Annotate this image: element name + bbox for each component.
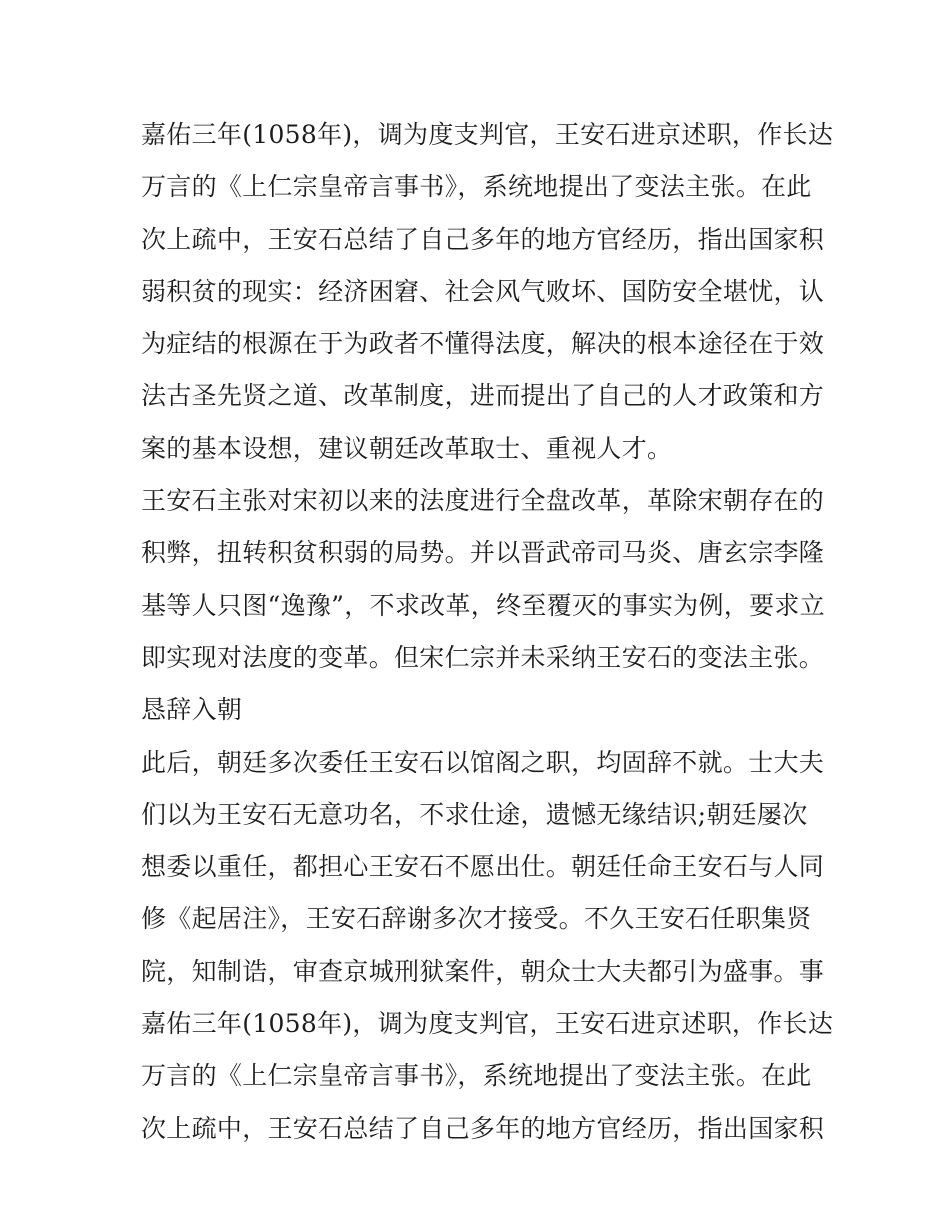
text-line: 即实现对法度的变革。但宋仁宗并未采纳王安石的变法主张。 (141, 642, 825, 672)
text-line: 万言的《上仁宗皇帝言事书》，系统地提出了变法主张。在此 (141, 172, 812, 202)
document-body (141, 109, 834, 1155)
text-line: 王安石主张对宋初以来的法度进行全盘改革，革除宋朝存在的 (141, 486, 825, 516)
text-line: 法古圣先贤之道、改革制度，进而提出了自己的人才政策和方 (141, 381, 825, 411)
text-line: 们以为王安石无意功名，不求仕途，遗憾无缘结识;朝廷屡次 (141, 799, 808, 829)
text-line: 万言的《上仁宗皇帝言事书》，系统地提出了变法主张。在此 (141, 1061, 812, 1091)
text-line: 案的基本设想，建议朝廷改革取士、重视人才。 (141, 433, 673, 463)
text-line: 积弊，扭转积贫积弱的局势。并以晋武帝司马炎、唐玄宗李隆 (141, 538, 825, 568)
section-heading: 恳辞入朝 (141, 695, 243, 725)
text-line: 院，知制诰，审查京城刑狱案件，朝众士大夫都引为盛事。事 (141, 956, 825, 986)
text-line: 此后，朝廷多次委任王安石以馆阁之职，均固辞不就。士大夫 (141, 747, 825, 777)
text-line: 嘉佑三年(1058年)，调为度支判官，王安石进京述职，作长达 (141, 120, 834, 149)
text-line: 为症结的根源在于为政者不懂得法度，解决的根本途径在于效 (141, 329, 825, 359)
text-line: 修《起居注》，王安石辞谢多次才接受。不久王安石任职集贤 (141, 904, 812, 934)
text-line: 基等人只图“逸豫”，不求改革，终至覆灭的事实为例，要求立 (141, 590, 825, 620)
text-line: 弱积贫的现实：经济困窘、社会风气败坏、国防安全堪忧，认 (141, 276, 825, 306)
text-line: 次上疏中，王安石总结了自己多年的地方官经历，指出国家积 (141, 224, 825, 254)
text-line: 嘉佑三年(1058年)，调为度支判官，王安石进京述职，作长达 (141, 1009, 834, 1039)
text-line: 想委以重任，都担心王安石不愿出仕。朝廷任命王安石与人同 (141, 852, 825, 882)
text-line: 次上疏中，王安石总结了自己多年的地方官经历，指出国家积 (141, 1113, 825, 1143)
